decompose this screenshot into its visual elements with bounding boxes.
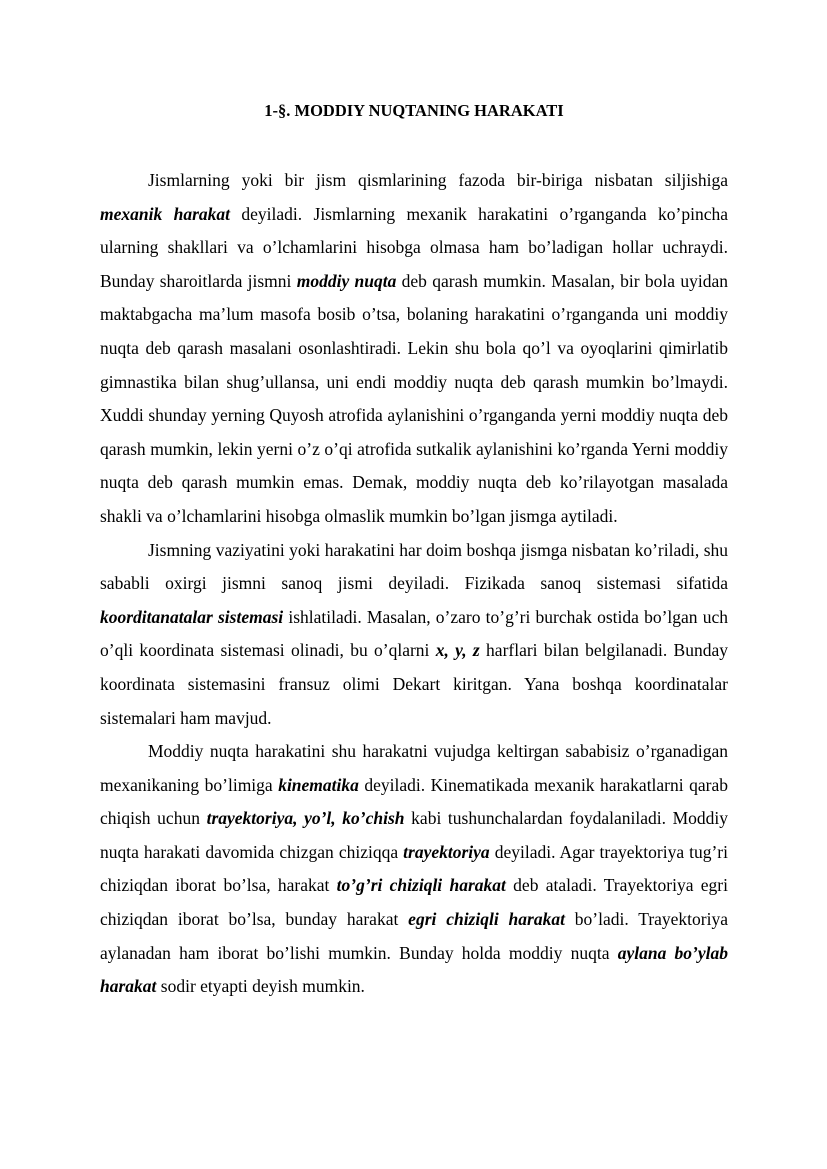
text-run: kabi tushunchalardan foydalaniladi. Moddiy nuqta harakati davomida chizgan chiziqqa: [100, 808, 728, 862]
text-run: Jismning vaziyatini yoki harakatini har doim boshqa jismga nisbatan ko’riladi, shu sababli oxirgi jismni sanoq jismi deyiladi. Fizikada sanoq sistemasi sifatida: [100, 539, 728, 594]
paragraph-3: [100, 735, 728, 1004]
paragraph-2: [100, 534, 728, 736]
text-run: deb ataladi. Trayektoriya egri chiziqdan iborat bo’lsa, bunday harakat: [100, 875, 728, 930]
text-run: deb qarash mumkin. Masalan, bir bola uyidan maktabgacha ma’lum masofa bosib o’tsa, bolaning harakatini o’rganganda uni moddiy nuqta deb qarash masalani osonlashtiradi. Lekin shu bola qo’l va oyoqlarini qimirlatib gimnastika bilan shug’ullansa, uni endi moddiy nuqta deb qarash mumkin bo’lmaydi. Xuddi shunday yerning Quyosh atrofida aylanishini o’rganganda yerni moddiy nuqta deb qarash mumkin, lekin yerni o’z o’qi atrofida sutkalik aylanishini ko’rganda Yerni moddiy nuqta deb qarash mumkin emas. Demak, moddiy nuqta deb ko’rilayotgan masalada shakli va o’lchamlarini hisobga olmaslik mumkin bo’lgan jismga aytiladi.: [100, 270, 728, 526]
key-term: mexanik harakat: [100, 203, 231, 224]
text-run: harflari bilan belgilanadi. Bunday koordinata sistemasini fransuz olimi Dekart kiritgan. Yana boshqa koordinatalar sistemalari ham mavjud.: [100, 640, 728, 728]
paragraph-1: [100, 164, 728, 534]
document-body: [100, 164, 728, 1004]
key-term: trayektoriya: [403, 841, 490, 862]
text-run: deyiladi. Kinematikada mexanik harakatlarni qarab chiqish uchun: [100, 774, 728, 829]
key-term: egri chiziqli harakat: [408, 909, 565, 930]
text-run: deyiladi. Jismlarning mexanik harakatini o’rganganda ko’pincha ularning shakllari va o’lchamlarini hisobga olmasa ham bo’ladigan hollar uchraydi. Bunday sharoitlarda jismni: [100, 203, 729, 291]
section-title: 1-§. MODDIY NUQTANING HARAKATI: [264, 101, 564, 120]
key-term: koorditanatalar sistemasi: [100, 606, 284, 627]
text-run: ishlatiladi. Masalan, o’zaro to’g’ri burchak ostida bo’lgan uch o’qli koordinata sistemasi olinadi, bu o’qlarni: [100, 606, 728, 661]
text-run: Jismlarning yoki bir jism qismlarining fazoda bir-biriga nisbatan siljishiga: [148, 170, 728, 190]
key-term: to’g’ri chiziqli harakat: [336, 875, 506, 896]
text-run: sodir etyapti deyish mumkin.: [156, 976, 365, 997]
key-term: kinematika: [278, 774, 359, 795]
key-term: aylana bo’ylab harakat: [100, 942, 728, 997]
text-run: bo’ladi. Trayektoriya aylanadan ham iborat bo’lishi mumkin. Bunday holda moddiy nuqta: [100, 909, 729, 963]
key-term: moddiy nuqta: [296, 270, 397, 291]
key-term: trayektoriya, yo’l, ko’chish: [206, 808, 405, 829]
key-term: x, y, z: [435, 640, 480, 661]
text-run: deyiladi. Agar trayektoriya tug’ri chiziqdan iborat bo’lsa, harakat: [100, 841, 729, 896]
text-run: Moddiy nuqta harakatini shu harakatni vujudga keltirgan sababisiz o’rganadigan mexanikaning bo’limiga: [100, 741, 728, 795]
